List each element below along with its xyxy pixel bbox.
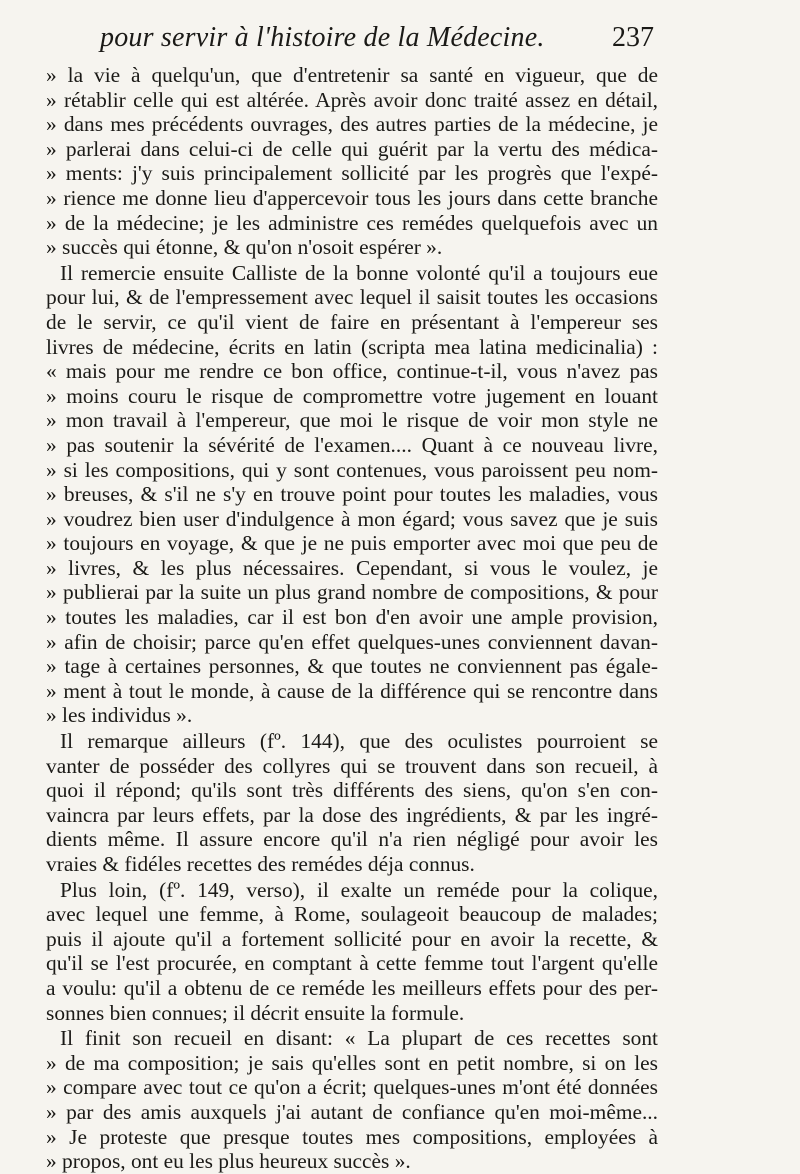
paragraph-5 [46,1026,658,1174]
text-line: » tage à certaines personnes, & que toutes ne conviennent pas égale- [46,654,658,679]
text-line: avec lequel une femme, à Rome, soulageoit beaucoup de malades; [46,902,658,927]
paragraph-3 [46,729,658,877]
text-line: » propos, ont eu les plus heureux succès ». [46,1149,411,1174]
text-line: pour lui, & de l'empressement avec lequel il saisit toutes les occasions [46,285,658,310]
text-line: » voudrez bien user d'indulgence à mon égard; vous savez que je suis [46,506,658,531]
text-line: » la vie à quelqu'un, que d'entretenir sa santé en vigueur, que de [46,63,658,87]
text-line: de le servir, ce qu'il vient de faire en présentant à l'empereur ses [46,309,658,334]
text-line: » livres, & les plus nécessaires. Cependant, si vous le voulez, je [46,555,658,580]
text-line: vanter de posséder des collyres qui se trouvent dans son recueil, à [46,753,658,778]
page-number: 237 [612,22,654,53]
text-line: sonnes bien connues; il décrit ensuite la formule. [46,1000,465,1025]
text-line: » parlerai dans celui-ci de celle qui guérit par la vertu des médica- [46,136,658,161]
text-line: livres de médecine, écrits en latin (scripta mea latina medicinalia) : [46,334,658,359]
text-line: » succès qui étonne, & qu'on n'osoit espérer ». [46,235,443,260]
text-line: vraies & fidéles recettes des remédes déja connus. [46,852,475,876]
text-line: puis il ajoute qu'il a fortement sollicité pour en avoir la recette, & [46,926,658,951]
text-line: » si les compositions, qui y sont contenues, vous paroissent peu nom- [46,457,658,482]
text-line: » ment à tout le monde, à cause de la différence qui se rencontre dans [46,678,658,703]
text-line: » par des amis auxquels j'ai autant de confiance qu'en moi-même... [46,1099,658,1124]
text-line: » toutes les maladies, car il est bon d'en avoir une ample provision, [46,605,658,630]
text-line: » rience me donne lieu d'appercevoir tous les jours dans cette branche [46,185,658,210]
text-line: Plus loin, (fº. 149, verso), il exalte un reméde pour la colique, [60,877,658,902]
text-line: » afin de choisir; parce qu'en effet quelques-unes conviennent davan- [46,629,658,654]
text-line: quoi il répond; qu'ils sont très différents des siens, qu'on s'en con- [46,778,658,803]
running-title: pour servir à l'histoire de la Médecine. [100,22,545,53]
text-line: » publierai par la suite un plus grand nombre de compositions, & pour [46,580,658,605]
paragraph-1 [46,63,658,260]
text-line: » rétablir celle qui est altérée. Après avoir donc traité assez en détail, [46,87,658,112]
text-line: Il remarque ailleurs (fº. 144), que des oculistes pourroient se [60,729,658,754]
paragraph-4 [46,878,658,1026]
text-line: a voulu: qu'il a obtenu de ce reméde les meilleurs effets pour des per- [46,975,658,1000]
text-line: « mais pour me rendre ce bon office, continue-t-il, vous n'avez pas [46,359,658,384]
text-line: » compare avec tout ce qu'on a écrit; quelques-unes m'ont été données [46,1075,658,1100]
text-line: » ments: j'y suis principalement sollicité par les progrès que l'expé- [46,161,658,186]
text-line: » moins couru le risque de compromettre votre jugement en louant [46,383,658,408]
text-line: » breuses, & s'il ne s'y en trouve point pour toutes les maladies, vous [46,482,658,507]
text-line: » dans mes précédents ouvrages, des autres parties de la médecine, je [46,112,658,137]
text-line: » toujours en voyage, & que je ne puis emporter avec moi que peu de [46,531,658,556]
text-line: » mon travail à l'empereur, que moi le risque de voir mon style ne [46,408,658,433]
text-line: » de la médecine; je les administre ces remédes quelquefois avec un [46,210,658,235]
text-line: dients même. Il assure encore qu'il n'a rien négligé pour avoir les [46,827,658,852]
text-line: Il finit son recueil en disant: « La plupart de ces recettes sont [60,1026,658,1051]
text-line: qu'il se l'est procurée, en comptant à cette femme tout l'argent qu'elle [46,951,658,976]
paragraph-2 [46,261,658,728]
text-line: vaincra par leurs effets, par la dose des ingrédients, & par les ingré- [46,802,658,827]
text-line: Il remercie ensuite Calliste de la bonne volonté qu'il a toujours eue [60,260,658,285]
text-line: » les individus ». [46,703,193,728]
text-line: » de ma composition; je sais qu'elles sont en petit nombre, si on les [46,1050,658,1075]
text-line: » Je proteste que presque toutes mes compositions, employées à [46,1124,658,1149]
text-line: » pas soutenir la sévérité de l'examen.... Quant à ce nouveau livre, [46,432,658,457]
body-text [46,63,658,1174]
page-header [0,22,800,62]
